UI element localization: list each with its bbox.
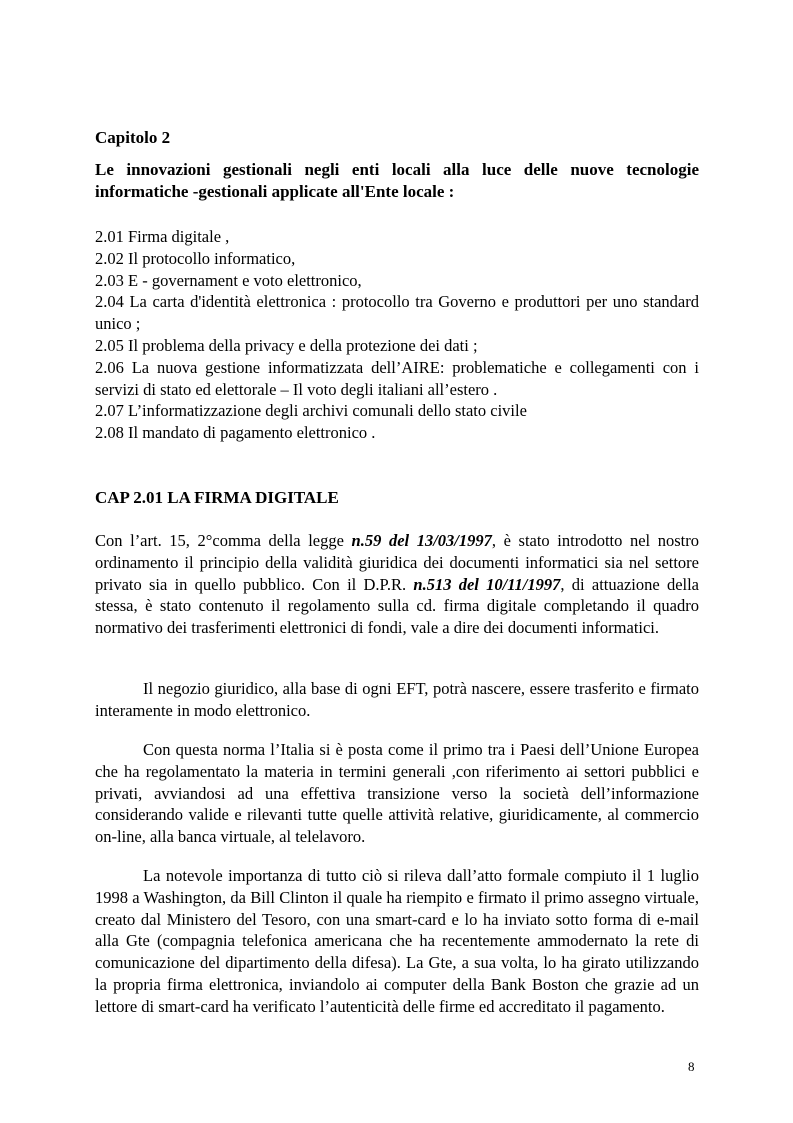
contents-item: 2.05 Il problema della privacy e della protezione dei dati ; xyxy=(95,335,478,355)
paragraph-text: , è stato introdotto nel nostro ordinamento il principio della validità giuridica dei documenti informatici sia nel settore privato sia in quello pubblico. Con il D.P.R. xyxy=(95,531,699,594)
paragraph-eft: Il negozio giuridico, alla base di ogni EFT, potrà nascere, essere trasferito e firmato interamente in modo elettronico. xyxy=(95,679,699,720)
contents-item: 2.01 Firma digitale , xyxy=(95,227,230,246)
contents-item: 2.07 L’informatizzazione degli archivi comunali dello stato civile xyxy=(95,401,527,421)
law-reference: n.59 del 13/03/1997 xyxy=(351,531,492,550)
contents-item: 2.06 La nuova gestione informatizzata dell’AIRE: problematiche e collegamenti con i servizi di stato ed elettorale – Il voto degli italiani all’estero . xyxy=(95,357,699,399)
chapter-contents-list xyxy=(95,226,699,444)
paragraph-clinton-check: La notevole importanza di tutto ciò si rileva dall’atto formale compiuto il 1 luglio 1998 a Washington, da Bill Clinton il quale ha riempito e firmato il primo assegno virtuale, creato dal Ministero del Tesoro, con una smart-card e lo ha inviato sotto forma di e-mail alla Gte (compagnia telefonica americana che ha recentemente ammodernato la rete di comunicazione del dipartimento della difesa). La Gte, a sua volta, lo ha girato utilizzando la propria firma elettronica, inviandolo ai computer della Bank Boston che grazie ad un lettore di smart-card ha verificato l’autenticità delle firme ed accreditato il pagamento. xyxy=(95,866,699,1016)
section-title: CAP 2.01 LA FIRMA DIGITALE xyxy=(95,488,339,507)
paragraph-text: , di attuazione della stessa, è stato contenuto il regolamento sulla cd. firma digitale completando il quadro normativo dei trasferimenti elettronici di fondi, vale a dire dei documenti informatici. xyxy=(95,574,700,638)
paragraph-law-references xyxy=(95,530,699,639)
contents-item: 2.03 E - governament e voto elettronico, xyxy=(95,270,362,290)
contents-item: 2.08 Il mandato di pagamento elettronico . xyxy=(95,423,376,443)
paragraph-text: Con l’art. 15, 2°comma della legge xyxy=(95,531,352,550)
contents-item: 2.02 Il protocollo informatico, xyxy=(95,248,296,268)
page-number: 8 xyxy=(688,1059,695,1074)
chapter-label: Capitolo 2 xyxy=(95,128,171,147)
law-reference: n.513 del 10/11/1997 xyxy=(413,574,561,594)
chapter-subtitle: Le innovazioni gestionali negli enti locali alla luce delle nuove tecnologie informatiche -gestionali applicate all'Ente locale : xyxy=(95,160,699,201)
contents-item: 2.04 La carta d'identità elettronica : protocollo tra Governo e produttori per uno standard unico ; xyxy=(95,292,699,334)
paragraph-italy-eu: Con questa norma l’Italia si è posta come il primo tra i Paesi dell’Unione Europea che ha regolamentato la materia in termini generali ,con riferimento ai settori pubblici e privati, avviandosi ad una effettiva transizione verso la società dell’informazione considerando valide e rilevanti tutte quelle attività relative, giuridicamente, al commercio on-line, alla banca virtuale, al telelavoro. xyxy=(95,740,699,847)
